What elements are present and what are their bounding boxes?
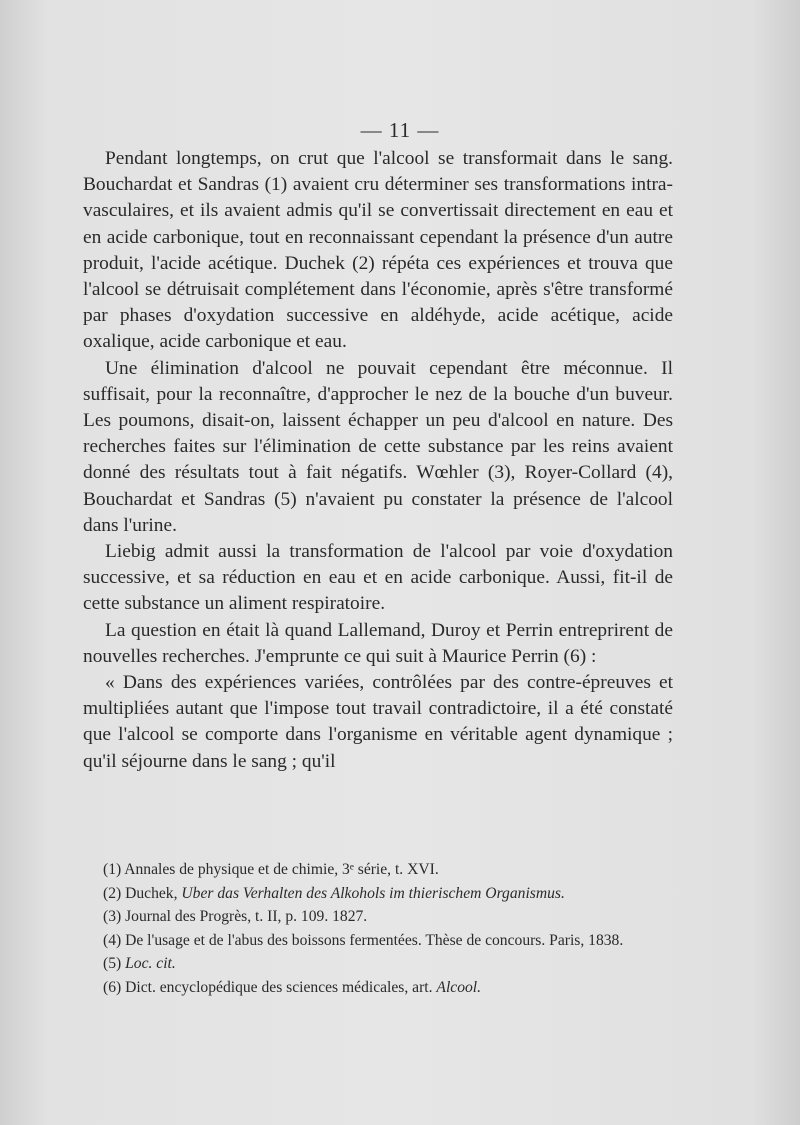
paragraph: « Dans des expériences variées, contrôlées par des contre-épreuves et multipliées autant que l'impose tout travail contradictoire, il a été constaté que l'alcool se comporte dans l'organisme en véritable agent dynamique ; qu'il séjourne dans le sang ; qu'il [83, 672, 673, 772]
body-text [83, 146, 673, 775]
footnotes [83, 858, 673, 1000]
footnote [83, 882, 673, 906]
footnote-number: (5) [103, 955, 122, 973]
paragraph: La question en était là quand Lallemand, Duroy et Perrin entreprirent de nouvelles recherches. J'emprunte ce qui suit à Maurice Perrin (6) : [83, 619, 673, 667]
page-number: — 11 — [360, 118, 440, 142]
footnote-number: (3) [103, 908, 122, 926]
footnote [83, 905, 673, 929]
footnote-title: Loc. cit. [125, 955, 176, 973]
paragraph: Liebig admit aussi la transformation de l'alcool par voie d'oxydation successive, et sa réduction en eau et en acide carbonique. Aussi, fit-il de cette substance un aliment respiratoire. [83, 541, 673, 615]
footnote-text: Annales de physique et de chimie, 3ᵉ série, t. XVI. [124, 861, 439, 878]
footnote-title: Alcool. [436, 978, 482, 996]
paragraph: Pendant longtemps, on crut que l'alcool se transformait dans le sang. Bouchardat et Sandras (1) avaient cru déterminer ses transformations intra-vasculaires, et ils avaient admis qu'il se convertissait directement en eau et en acide carbonique, tout en reconnaissant cependant la présence d'un autre produit, l'acide acétique. Duchek (2) répéta ces expériences et trouva que l'alcool se détruisait complétement dans l'économie, après s'être transformé par phases d'oxydation successive en aldéhyde, acide acétique, acide oxalique, acide carbonique et eau. [83, 148, 673, 353]
footnote [83, 858, 673, 882]
footnote [83, 929, 673, 953]
footnote-number: (6) [103, 978, 122, 996]
footnote [83, 952, 673, 976]
footnote-number: (4) [103, 931, 122, 949]
footnote-text: Duchek, [125, 884, 178, 902]
footnote-number: (1) [103, 861, 122, 878]
paragraph: Une élimination d'alcool ne pouvait cependant être méconnue. Il suffisait, pour la reconnaître, d'approcher le nez de la bouche d'un buveur. Les poumons, disait-on, laissent échapper un peu d'alcool en nature. Des recherches faites sur l'élimination de cette substance par les reins avaient donné des résultats tout à fait négatifs. Wœhler (3), Royer-Collard (4), Bouchardat et Sandras (5) n'avaient pu constater la présence de l'alcool dans l'urine. [83, 357, 673, 536]
footnote-number: (2) [103, 884, 122, 902]
footnote-text: Dict. encyclopédique des sciences médicales, art. [125, 978, 433, 996]
footnote-text: Journal des Progrès, t. II, p. 109. 1827. [125, 908, 368, 926]
footnote-title: Uber das Verhalten des Alkohols im thierischem Organismus. [181, 884, 565, 902]
footnote-text: De l'usage et de l'abus des boissons fermentées. Thèse de concours. Paris, 1838. [125, 931, 624, 949]
footnote [83, 976, 673, 1000]
